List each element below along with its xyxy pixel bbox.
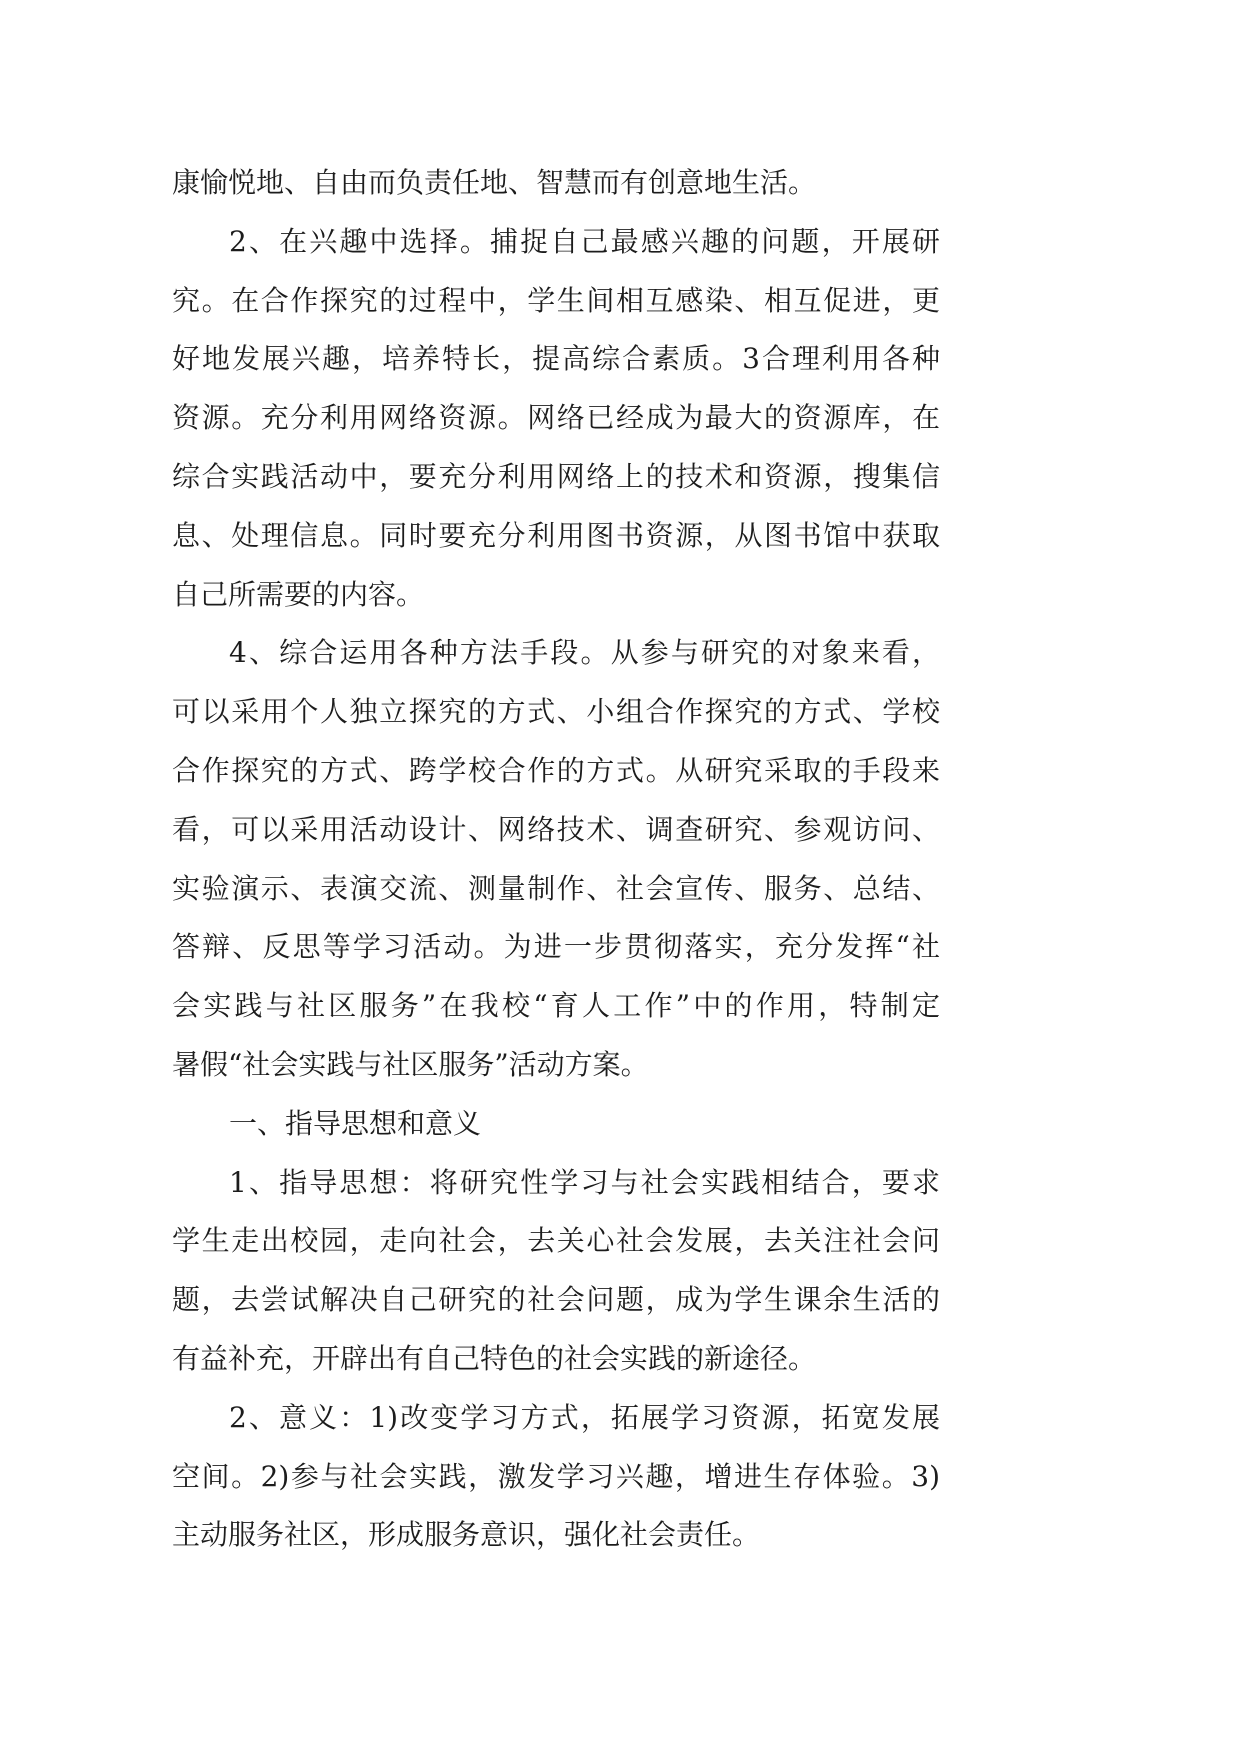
text-line: 自己所需要的内容。 <box>172 577 425 611</box>
text-line: 合作探究的方式、跨学校合作的方式。从研究采取的手段来 <box>172 753 940 787</box>
text-line: 暑假“社会实践与社区服务”活动方案。 <box>172 1047 649 1081</box>
body-text <box>172 154 940 1565</box>
paragraph-methods <box>172 624 940 1094</box>
text-line: 康愉悦地、自由而负责任地、智慧而有创意地生活。 <box>172 166 817 199</box>
text-line: 1、指导思想：将研究性学习与社会实践相结合，要求 <box>229 1165 940 1199</box>
paragraph-guiding-thought <box>172 1154 940 1389</box>
text-line: 学生走出校园，走向社会，去关心社会发展，去关注社会问 <box>172 1224 940 1258</box>
text-line: 4、综合运用各种方法手段。从参与研究的对象来看， <box>229 636 940 670</box>
paragraph-interest-choice <box>172 213 940 625</box>
text-line: 2、意义：1)改变学习方式，拓展学习资源，拓宽发展 <box>229 1400 940 1434</box>
text-line: 空间。2)参与社会实践，激发学习兴趣，增进生存体验。3) <box>172 1459 940 1493</box>
text-line: 答辩、反思等学习活动。为进一步贯彻落实，充分发挥“社 <box>172 930 940 964</box>
text-line: 综合实践活动中，要充分利用网络上的技术和资源，搜集信 <box>172 459 940 493</box>
text-line: 题，去尝试解决自己研究的社会问题，成为学生课余生活的 <box>172 1283 940 1317</box>
text-line: 可以采用个人独立探究的方式、小组合作探究的方式、学校 <box>172 695 940 729</box>
paragraph-significance <box>172 1389 940 1565</box>
text-line: 2、在兴趣中选择。捕捉自己最感兴趣的问题，开展研 <box>229 224 940 258</box>
text-line: 有益补充，开辟出有自己特色的社会实践的新途径。 <box>172 1341 817 1375</box>
text-line: 实验演示、表演交流、测量制作、社会宣传、服务、总结、 <box>172 871 940 905</box>
section-heading <box>172 1095 940 1154</box>
text-line: 资源。充分利用网络资源。网络已经成为最大的资源库，在 <box>172 401 940 435</box>
text-line: 好地发展兴趣，培养特长，提高综合素质。3合理利用各种 <box>172 342 940 376</box>
text-line: 主动服务社区，形成服务意识，强化社会责任。 <box>172 1518 761 1552</box>
text-line: 息、处理信息。同时要充分利用图书资源，从图书馆中获取 <box>172 518 940 552</box>
text-line: 看，可以采用活动设计、网络技术、调查研究、参观访问、 <box>172 812 940 846</box>
paragraph-continuation <box>172 154 940 213</box>
text-line: 会实践与社区服务”在我校“育人工作”中的作用，特制定 <box>172 989 940 1023</box>
heading-line: 一、指导思想和意义 <box>229 1106 482 1140</box>
text-line: 究。在合作探究的过程中，学生间相互感染、相互促进，更 <box>172 283 940 317</box>
